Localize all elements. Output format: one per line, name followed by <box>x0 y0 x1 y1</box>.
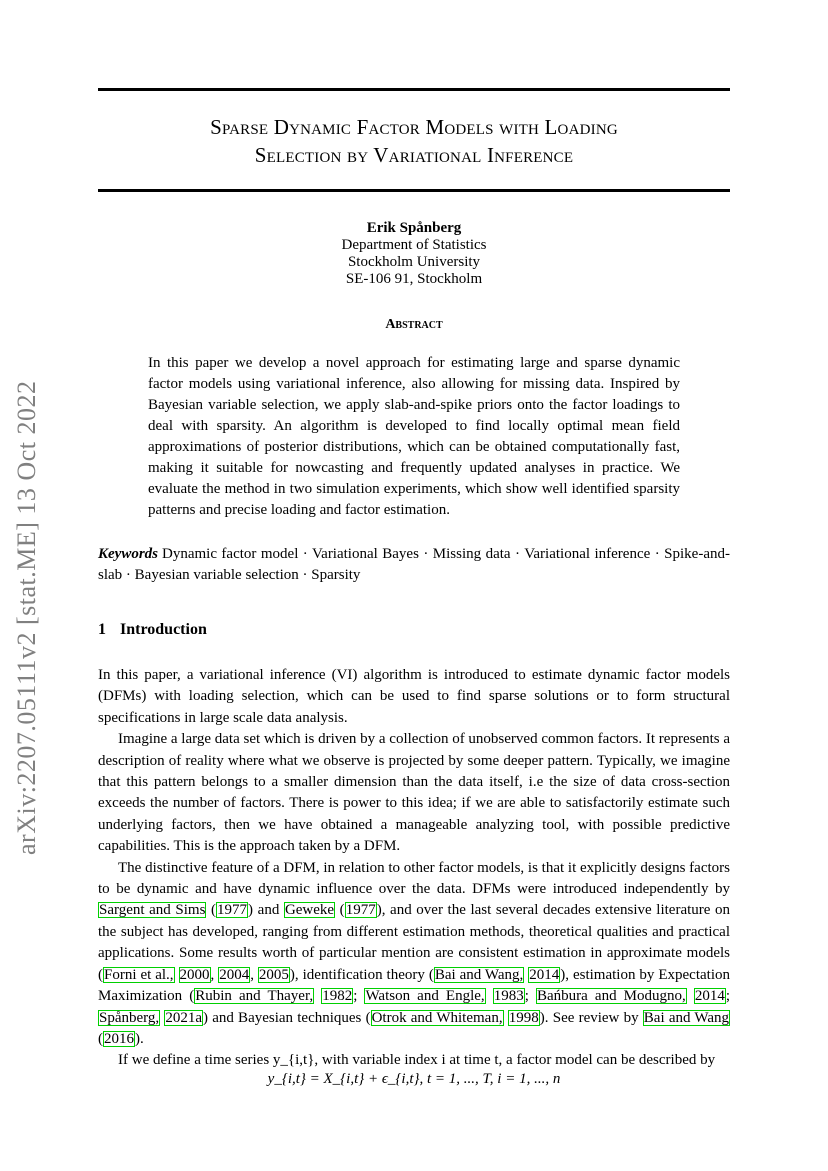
citation-link[interactable]: Forni et al., <box>104 966 174 983</box>
abstract-heading: Abstract <box>385 317 443 332</box>
title-rule-top <box>98 88 730 91</box>
citation-link[interactable]: 1977 <box>217 902 248 919</box>
citation-link[interactable]: 1977 <box>345 902 376 919</box>
p3-text-d: ), estimation by Expectation Maximization ( <box>98 966 730 1005</box>
paragraph-1: In this paper, a variational inference (VI) algorithm is introduced to estimate dynamic factor models (DFMs) with loading selection, which can be used to find sparse solutions or to form structural specifications in large scale data analysis. <box>98 667 730 726</box>
paragraph-4: If we define a time series y_{i,t}, with variable index i at time t, a factor model can be described by <box>118 1052 716 1069</box>
title-rule-bottom <box>98 189 730 192</box>
author-name: Erik Spånberg <box>366 220 462 236</box>
citation-link[interactable]: 2000 <box>179 966 210 983</box>
citation-link[interactable]: 2016 <box>104 1030 134 1047</box>
arxiv-side-stamp: arXiv:2207.05111v2 [stat.ME] 13 Oct 2022 <box>12 380 41 855</box>
citation-link[interactable]: Rubin and Thayer, <box>195 988 314 1005</box>
citation-link[interactable]: 1982 <box>322 988 353 1005</box>
author-department: Department of Statistics <box>341 237 487 253</box>
keywords-label: Keywords <box>98 546 158 562</box>
citation-link[interactable]: 2004 <box>219 966 250 983</box>
citation-link[interactable]: Geweke <box>284 902 335 919</box>
paper-title <box>98 113 730 169</box>
keywords <box>98 544 730 586</box>
citation-link[interactable]: Watson and Engle, <box>365 988 485 1005</box>
abstract-text: In this paper we develop a novel approach for estimating large and sparse dynamic factor models using variational inference, also allowing for missing data. Inspired by Bayesian variable selection, we apply slab-and-spike priors onto the factor loadings to deal with sparsity. An algorithm is developed to find locally optimal mean field approximations of posterior distributions, which can be obtained computationally fast, making it suitable for nowcasting and frequently updated analyses in practice. We evaluate the method in two simulation experiments, which show well identified sparsity patterns and precise loading and factor estimation. <box>148 355 680 518</box>
citation-link[interactable]: 2005 <box>258 966 289 983</box>
citation-link[interactable]: 2014 <box>694 988 725 1005</box>
citation-link[interactable]: Bai and Wang <box>643 1009 730 1026</box>
citation-link[interactable]: 1983 <box>493 988 524 1005</box>
p3-text-f: ). See review by <box>539 1009 639 1026</box>
title-line-1: Sparse Dynamic Factor Models with Loading <box>210 115 618 139</box>
p3-text-a: The distinctive feature of a DFM, in relation to other factor models, is that it explicitly designs factors to be dynamic and have dynamic influence over the data. DFMs were introduced independently by <box>98 859 730 898</box>
p3-and: and <box>257 902 280 919</box>
author-block <box>98 220 730 288</box>
title-line-2: Selection by Variational Inference <box>254 143 574 167</box>
citation-link[interactable]: Bańbura and Modugno, <box>537 988 686 1005</box>
p3-text-c: ), identification theory ( <box>289 966 434 983</box>
equation: y_{i,t} = X_{i,t} + ϵ_{i,t}, t = 1, ..., T, i = 1, ..., n <box>267 1071 561 1087</box>
citation-link[interactable]: Spånberg, <box>99 1009 160 1026</box>
body-text <box>98 665 730 1072</box>
section-heading <box>98 621 207 639</box>
citation-link[interactable]: Otrok and Whiteman, <box>371 1009 503 1026</box>
citation-link[interactable]: 2014 <box>529 966 560 983</box>
author-address: SE-106 91, Stockholm <box>345 271 483 287</box>
keywords-text: Dynamic factor model · Variational Bayes · Missing data · Variational inference · Spike-and-slab · Bayesian variable selection · Sparsity <box>98 546 730 583</box>
citation-link[interactable]: 1998 <box>508 1009 539 1026</box>
citation-link[interactable]: Sargent and Sims <box>99 902 206 919</box>
citation-link[interactable]: Bai and Wang, <box>434 966 524 983</box>
author-university: Stockholm University <box>347 254 481 270</box>
section-number: 1 <box>98 621 106 638</box>
p3-text-b: , and over the last several decades extensive literature on the subject has developed, ranging from different estimation methods, theoretical qualities and practical applications. Some results worth of particular mention are consistent estimation in approximate models ( <box>98 902 731 983</box>
section-title: Introduction <box>120 621 207 638</box>
citation-link[interactable]: 2021a <box>165 1009 203 1026</box>
p3-text-e: ) and Bayesian techniques ( <box>203 1009 371 1026</box>
paragraph-3: The distinctive feature of a DFM, in relation to other factor models, is that it explicitly designs factors to be dynamic and have dynamic influence over the data. DFMs were introduced independently by Sargent and Sims (1977) and Geweke (1977), and over the last several decades extensive literature on the subject has developed, ranging from different estimation methods, theoretical qualities and practical applications. Some results worth of particular mention are consistent estimation in approximate models (Forni et al., 2000, 2004, 2005), identification theory (Bai and Wang, 2014), estimation by Expectation Maximization (Rubin and Thayer, 1982; Watson and Engle, 1983; Bańbura and Modugno, 2014; Spånberg, 2021a) and Bayesian techniques (Otrok and Whiteman, 1998). See review by Bai and Wang (2016). <box>98 859 731 1047</box>
paragraph-2: Imagine a large data set which is driven by a collection of unobserved common factors. It represents a description of reality where what we observe is projected by some deeper pattern. Typically, we imagine that this pattern belongs to a smaller dimension than the data itself, i.e the size of data cross-section exceeds the number of factors. There is power to this idea; if we are able to satisfactorily estimate such underlying factors, then we have obtained a manageable analyzing tool, with possible predictive capabilities. This is the approach taken by a DFM. <box>98 731 731 855</box>
